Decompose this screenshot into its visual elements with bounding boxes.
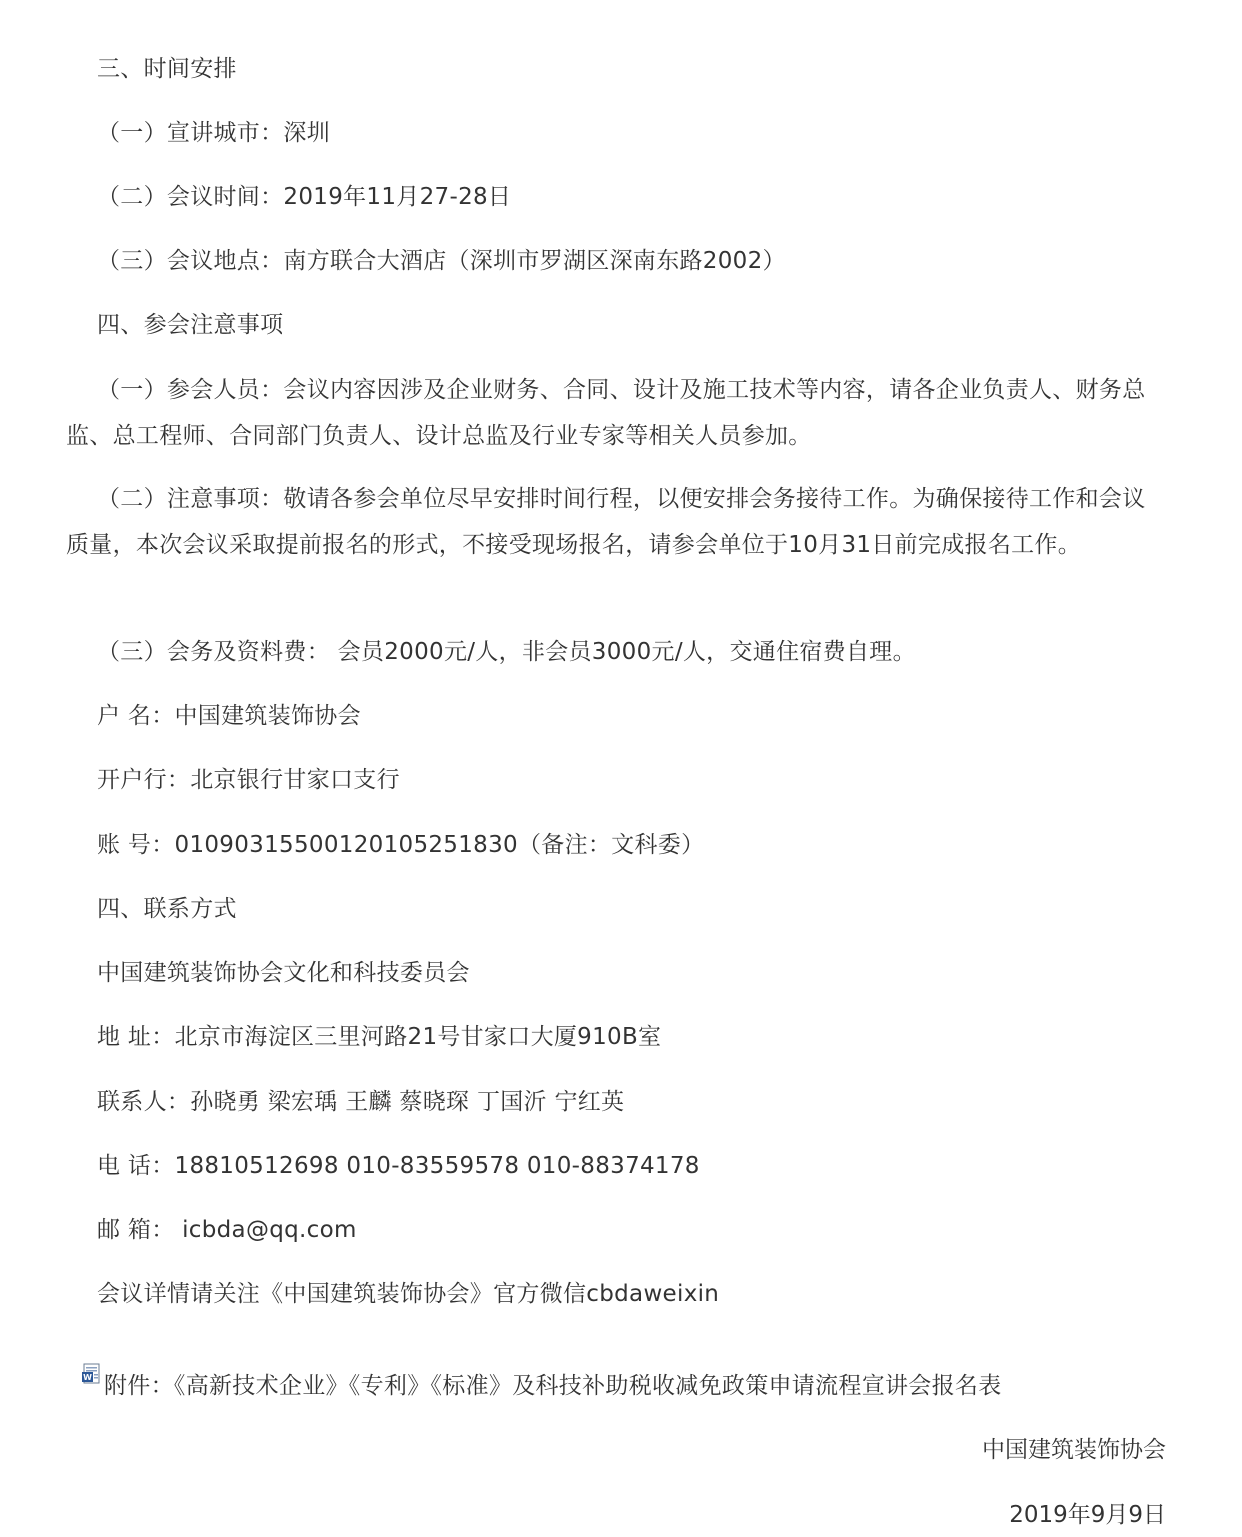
- wechat-line: 会议详情请关注《中国建筑装饰协会》官方微信cbdaweixin: [97, 1281, 720, 1307]
- schedule-venue: （三）会议地点：南方联合大酒店（深圳市罗湖区深南东路2002）: [97, 248, 786, 274]
- phone-line: 电 话：18810512698 010-83559578 010-88374178: [97, 1153, 700, 1179]
- notes-attendees-paragraph: （一）参会人员：会议内容因涉及企业财务、合同、设计及施工技术等内容，请各企业负责人、财务总监、总工程师、合同部门负责人、设计总监及行业专家等相关人员参加。: [66, 377, 1146, 449]
- schedule-city: （一）宣讲城市：深圳: [97, 120, 330, 146]
- svg-text:W: W: [83, 1373, 92, 1382]
- notes-attention-paragraph: （二）注意事项：敬请各参会单位尽早安排时间行程，以便安排会务接待工作。为确保接待工作和会议质量，本次会议采取提前报名的形式，不接受现场报名，请参会单位于10月31日前完成报名工作。: [66, 486, 1146, 558]
- bank-line: 开户行：北京银行甘家口支行: [97, 767, 400, 793]
- section-heading-notes: 四、参会注意事项: [97, 312, 284, 338]
- account-name-line: 户 名：中国建筑装饰协会: [97, 703, 361, 729]
- word-document-icon[interactable]: [82, 1363, 102, 1385]
- section-heading-contact: 四、联系方式: [97, 896, 237, 922]
- attachment-link[interactable]: 附件：《高新技术企业》《专利》《标准》及科技补助税收减免政策申请流程宣讲会报名表: [104, 1373, 1002, 1399]
- contact-org-line: 中国建筑装饰协会文化和科技委员会: [97, 960, 470, 986]
- email-line[interactable]: 邮 箱： icbda@qq.com: [97, 1217, 357, 1243]
- address-line: 地 址：北京市海淀区三里河路21号甘家口大厦910B室: [97, 1024, 662, 1050]
- contacts-line: 联系人：孙晓勇 梁宏瑀 王麟 蔡晓琛 丁国沂 宁红英: [97, 1089, 625, 1115]
- fee-line: （三）会务及资料费： 会员2000元/人，非会员3000元/人，交通住宿费自理。: [97, 639, 916, 665]
- section-heading-schedule: 三、时间安排: [97, 56, 237, 82]
- signature-date: 2019年9月9日: [1009, 1502, 1166, 1528]
- schedule-time: （二）会议时间：2019年11月27-28日: [97, 184, 512, 210]
- account-number-line: 账 号：01090315500120105251830（备注：文科委）: [97, 832, 705, 858]
- signature-org: 中国建筑装饰协会: [982, 1437, 1166, 1463]
